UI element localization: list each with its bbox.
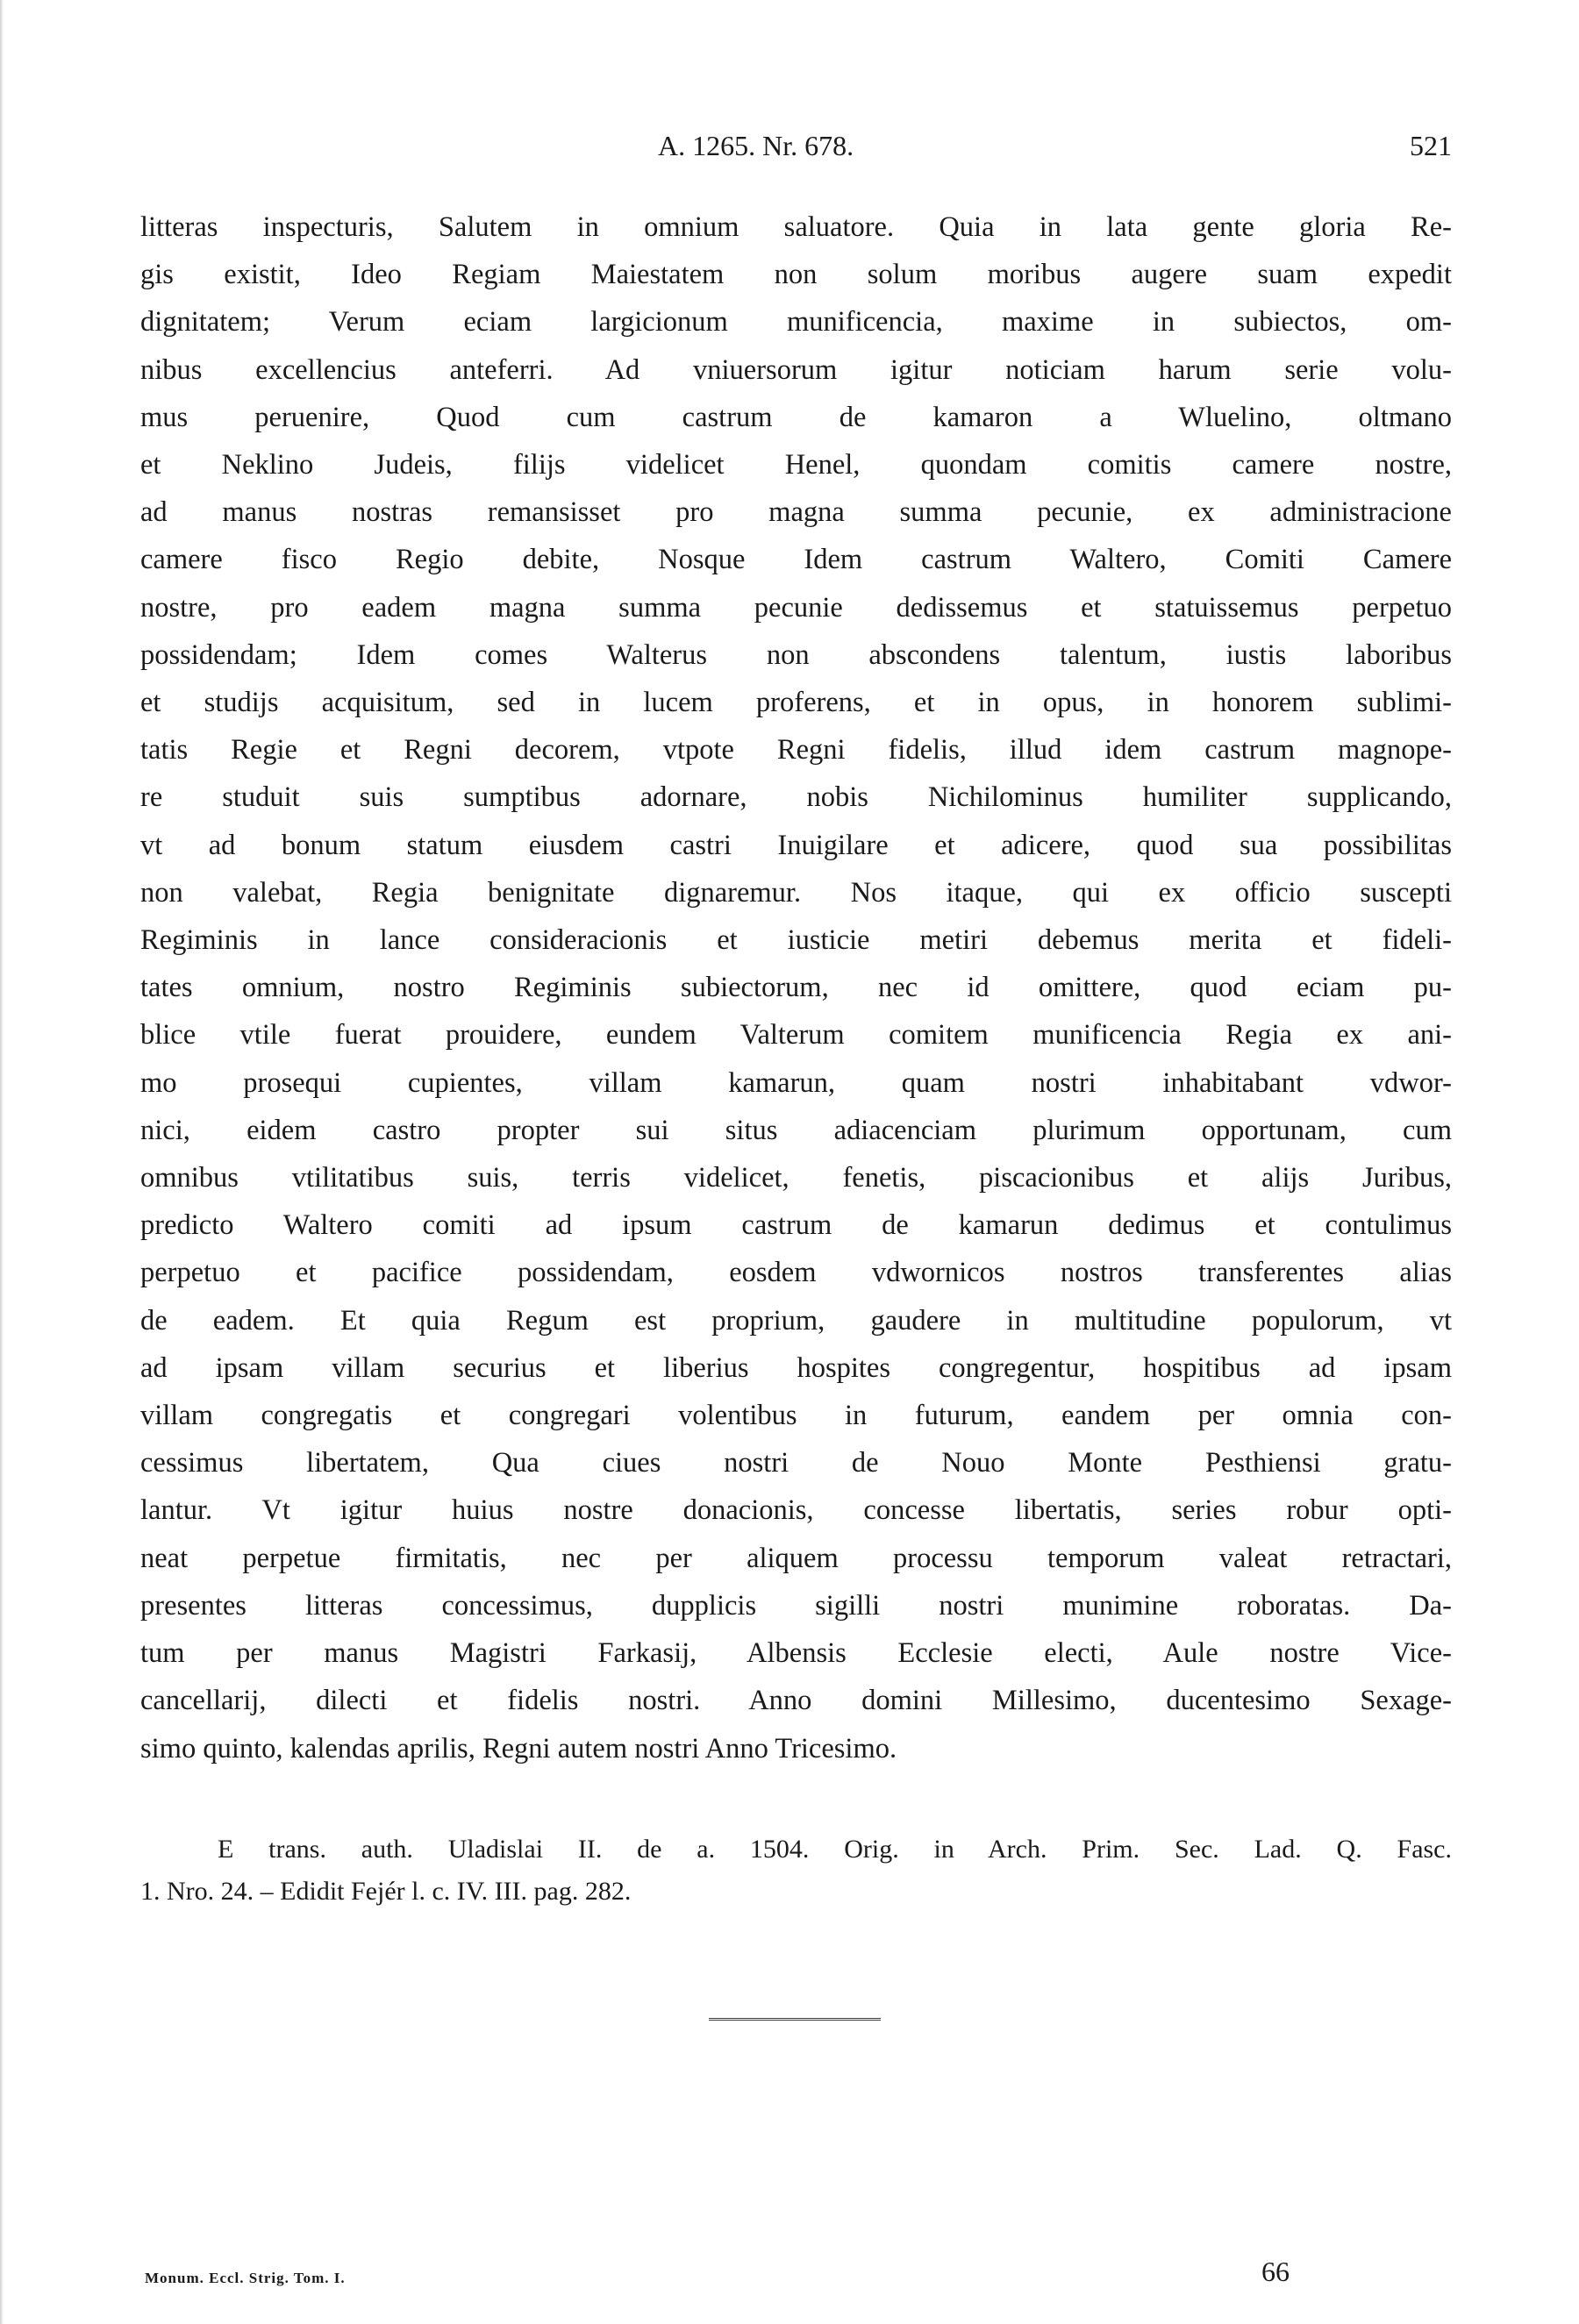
text-line: lantur. Vt igitur huius nostre donacionis, concesse libertatis, series robur opti- <box>140 1494 1452 1527</box>
text-line: tatis Regie et Regni decorem, vtpote Regni fidelis, illud idem castrum magnope- <box>140 734 1452 766</box>
text-line: dignitatem; Verum eciam largicionum munificencia, maxime in subiectos, om- <box>140 306 1452 339</box>
text-line: litteras inspecturis, Salutem in omnium saluatore. Quia in lata gente gloria Re- <box>140 211 1452 243</box>
text-line: blice vtile fuerat prouidere, eundem Valterum comitem munificencia Regia ex ani- <box>140 1019 1452 1052</box>
charter-text <box>140 203 1452 1772</box>
source-note <box>140 1829 1452 1913</box>
text-line: camere fisco Regio debite, Nosque Idem castrum Waltero, Comiti Camere <box>140 544 1452 576</box>
text-line-last: simo quinto, kalendas aprilis, Regni autem nostri Anno Tricesimo. <box>140 1732 897 1764</box>
text-line: tates omnium, nostro Regiminis subiectorum, nec id omittere, quod eciam pu- <box>140 972 1452 1004</box>
separator-rule <box>709 2018 881 2021</box>
text-line: omnibus vtilitatibus suis, terris videlicet, fenetis, piscacionibus et alijs Juribus, <box>140 1162 1452 1194</box>
text-line: non valebat, Regia benignitate dignaremur. Nos itaque, qui ex officio suscepti <box>140 876 1452 909</box>
text-line: ad ipsam villam securius et liberius hospites congregentur, hospitibus ad ipsam <box>140 1351 1452 1384</box>
text-line: re studuit suis sumptibus adornare, nobis Nichilominus humiliter supplicando, <box>140 781 1452 814</box>
text-line: neat perpetue firmitatis, nec per aliquem processu temporum valeat retractari, <box>140 1542 1452 1574</box>
text-line: vt ad bonum statum eiusdem castri Inuigilare et adicere, quod sua possibilitas <box>140 829 1452 861</box>
page-header <box>140 130 1452 170</box>
text-line: et Neklino Judeis, filijs videlicet Henel, quondam comitis camere nostre, <box>140 449 1452 481</box>
text-line: cancellarij, dilecti et fidelis nostri. Anno domini Millesimo, ducentesimo Sexage- <box>140 1685 1452 1717</box>
text-line: Regiminis in lance consideracionis et iusticie metiri debemus merita et fideli- <box>140 924 1452 957</box>
source-note-line: E trans. auth. Uladislai II. de a. 1504. Orig. in Arch. Prim. Sec. Lad. Q. Fasc. <box>218 1835 1452 1864</box>
text-line: perpetuo et pacifice possidendam, eosdem vdwornicos nostros transferentes alias <box>140 1257 1452 1289</box>
sheet-number: 66 <box>1261 2256 1290 2287</box>
text-line: nostre, pro eadem magna summa pecunie dedissemus et statuissemus perpetuo <box>140 591 1452 624</box>
text-line: et studijs acquisitum, sed in lucem proferens, et in opus, in honorem sublimi- <box>140 687 1452 719</box>
text-line: villam congregatis et congregari volentibus in futurum, eandem per omnia con- <box>140 1400 1452 1432</box>
running-title: A. 1265. Nr. 678. <box>658 130 854 161</box>
scan-edge <box>0 0 4 2324</box>
printer-signature: Monum. Eccl. Strig. Tom. I. <box>145 2270 346 2286</box>
text-line: predicto Waltero comiti ad ipsum castrum de kamarun dedimus et contulimus <box>140 1209 1452 1242</box>
text-line: possidendam; Idem comes Walterus non abscondens talentum, iustis laboribus <box>140 638 1452 671</box>
text-line: mo prosequi cupientes, villam kamarun, quam nostri inhabitabant vdwor- <box>140 1066 1452 1099</box>
text-line: gis existit, Ideo Regiam Maiestatem non solum moribus augere suam expedit <box>140 259 1452 291</box>
text-line: nici, eidem castro propter sui situs adiacenciam plurimum opportunam, cum <box>140 1114 1452 1146</box>
text-line: mus peruenire, Quod cum castrum de kamaron a Wluelino, oltmano <box>140 401 1452 433</box>
text-line: ad manus nostras remansisset pro magna summa pecunie, ex administracione <box>140 496 1452 529</box>
text-line: presentes litteras concessimus, dupplicis sigilli nostri munimine roboratas. Da- <box>140 1589 1452 1622</box>
text-line: de eadem. Et quia Regum est proprium, gaudere in multitudine populorum, vt <box>140 1304 1452 1337</box>
page-number: 521 <box>1410 130 1452 161</box>
text-line: cessimus libertatem, Qua ciues nostri de Nouo Monte Pesthiensi gratu- <box>140 1447 1452 1479</box>
text-line: tum per manus Magistri Farkasij, Albensis Ecclesie electi, Aule nostre Vice- <box>140 1637 1452 1670</box>
source-note-line: 1. Nro. 24. – Edidit Fejér l. c. IV. III. pag. 282. <box>140 1877 632 1906</box>
text-line: nibus excellencius anteferri. Ad vniuersorum igitur noticiam harum serie volu- <box>140 353 1452 386</box>
